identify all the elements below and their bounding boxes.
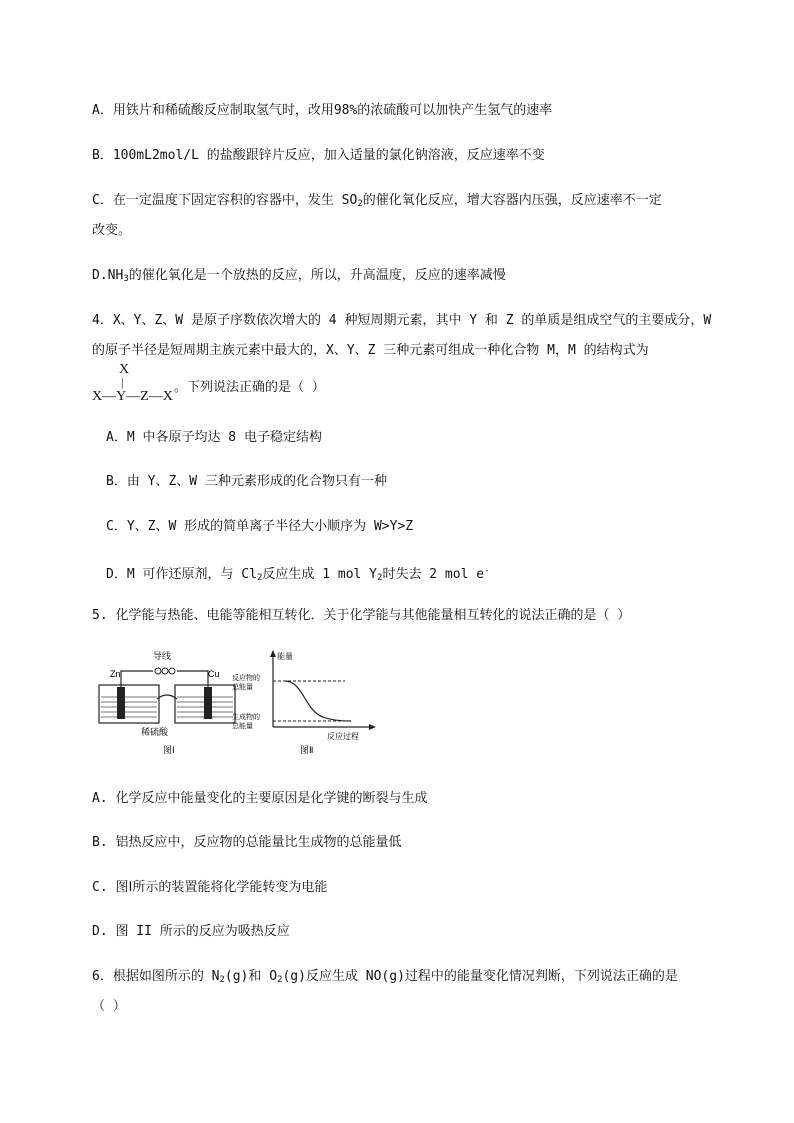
q3-option-b: B．100mL2mol/L 的盐酸跟锌片反应，加入适量的氯化钠溶液，反应速率不变: [92, 148, 545, 163]
q4-option-b: B．由 Y、Z、W 三种元素形成的化合物只有一种: [106, 474, 387, 489]
copper-electrode: [204, 687, 212, 719]
superscript: -: [484, 566, 490, 576]
q4-stem-end: 。下列说法正确的是（ ）: [174, 380, 325, 395]
q5-option-d: D. 图 II 所示的反应为吸热反应: [92, 924, 290, 939]
zinc-label: Zn: [110, 669, 121, 679]
text: (g)反应生成 NO(g)过程中的能量变化情况判断，下列说法正确的是: [282, 969, 678, 984]
copper-label: Cu: [208, 669, 220, 679]
q5-option-c: C. 图Ⅰ所示的装置能将化学能转变为电能: [92, 880, 328, 895]
wire-label: 导线: [153, 651, 172, 661]
q5-stem: 5. 化学能与热能、电能等能相互转化．关于化学能与其他能量相互转化的说法正确的是（ ）: [92, 608, 631, 623]
text: 的催化氧化反应，增大容器内压强，反应速率不一定: [362, 193, 662, 208]
text: D.NH: [92, 268, 124, 283]
zinc-electrode: [117, 687, 125, 719]
energy-curve: [285, 681, 351, 721]
q4-option-d: [106, 562, 489, 587]
reactant-label-1: 反应物的: [232, 675, 260, 682]
structure-top-atom: X: [119, 362, 130, 377]
q4-option-a: A．M 中各原子均达 8 电子稳定结构: [106, 430, 322, 445]
subscript: 2: [377, 573, 383, 583]
text: 时失去 2 mol e: [382, 567, 485, 582]
q6-stem-line1: [92, 968, 678, 989]
subscript: 2: [219, 975, 225, 985]
wire-bulb-2: [162, 668, 168, 674]
text: D．M 可作还原剂，与 Cl: [106, 567, 257, 582]
figure-energy-diagram: [232, 650, 376, 755]
acid-label: 稀硫酸: [141, 727, 169, 737]
q4-stem-line1: 4．X、Y、Z、W 是原子序数依次增大的 4 种短周期元素，其中 Y 和 Z 的单质是组成空气的主要成分，W: [92, 313, 712, 328]
wire-bulb-1: [155, 668, 161, 674]
q5-option-b: B. 铝热反应中，反应物的总能量比生成物的总能量低: [92, 835, 402, 850]
q5-figures: [95, 647, 385, 762]
y-axis-arrow: [270, 650, 276, 657]
text: (g)和 O: [224, 969, 278, 984]
q6-stem-line2: （ ）: [92, 999, 126, 1014]
text: 的催化氧化是一个放热的反应，所以，升高温度，反应的速率减慢: [128, 268, 506, 283]
reactant-label-2: 总能量: [232, 684, 253, 691]
structure-vertical-bond: |: [121, 375, 124, 389]
text: C．在一定温度下固定容积的容器中，发生 SO: [92, 193, 358, 208]
salt-bridge: [157, 695, 177, 699]
q5-option-a: A. 化学反应中能量变化的主要原因是化学键的断裂与生成: [92, 791, 428, 806]
figure-galvanic-cell: [99, 650, 235, 755]
q3-option-a: A．用铁片和稀硫酸反应制取氢气时，改用98%的浓硫酸可以加快产生氢气的速率: [92, 103, 553, 118]
structure-main-chain: X—Y—Z—X: [92, 389, 173, 404]
subscript: 3: [123, 274, 129, 284]
subscript: 2: [256, 573, 263, 583]
product-label-1: 生成物的: [232, 714, 260, 721]
q3-option-c-continued: 改变。: [92, 223, 132, 238]
q3-option-c: [92, 192, 662, 213]
q4-stem-line2: 的原子半径是短周期主族元素中最大的，X、Y、Z 三种元素可组成一种化合物 M，M 的结构式为: [92, 343, 649, 358]
figure1-caption: 图Ⅰ: [163, 745, 175, 755]
product-label-2: 总能量: [232, 723, 253, 730]
figure2-caption: 图Ⅱ: [300, 745, 314, 755]
q3-option-d: [92, 267, 506, 288]
subscript: 2: [357, 199, 363, 209]
text: 反应生成 1 mol Y: [262, 567, 378, 582]
text: 6．根据如图所示的 N: [92, 969, 220, 984]
x-axis-arrow: [369, 724, 376, 730]
x-axis-label: 反应过程: [327, 732, 359, 741]
y-axis-label: 能量: [277, 652, 293, 661]
wire-bulb-3: [169, 668, 175, 674]
structural-formula: [92, 362, 182, 408]
q4-option-c: C．Y、Z、W 形成的简单离子半径大小顺序为 W>Y>Z: [106, 519, 414, 534]
solution-left: [101, 697, 157, 717]
subscript: 2: [277, 975, 283, 985]
